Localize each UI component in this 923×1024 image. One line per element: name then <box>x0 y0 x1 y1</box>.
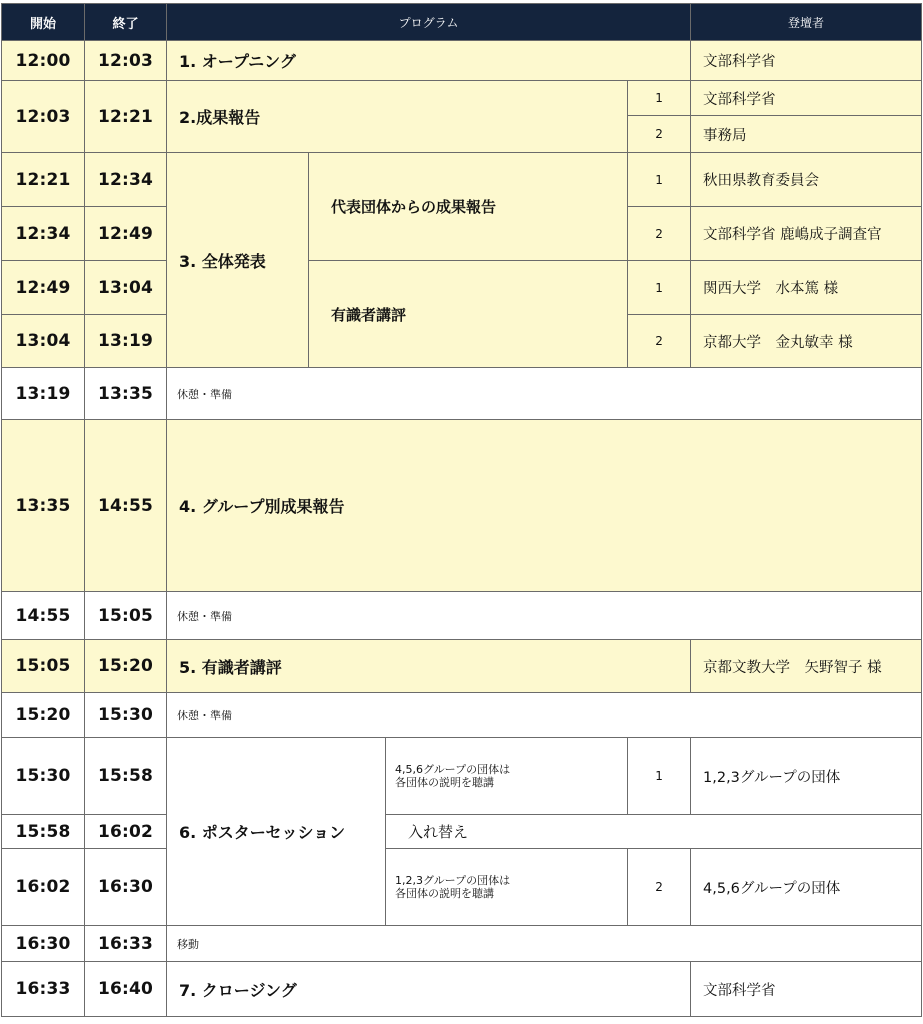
presenter: 京都文教大学 矢野智子 様 <box>691 640 922 693</box>
sub-program: 有識者講評 <box>309 261 628 368</box>
program-title: 休憩・準備 <box>167 592 922 640</box>
schedule-row-plenary <box>2 153 922 207</box>
item-number: 2 <box>628 207 691 261</box>
schedule-row-expert-commentary <box>2 640 922 693</box>
end-time: 12:34 <box>85 153 167 207</box>
presenter: 事務局 <box>691 116 922 153</box>
end-time: 15:58 <box>85 738 167 815</box>
start-time: 13:35 <box>2 420 85 592</box>
program-title: 移動 <box>167 926 922 962</box>
program-title: 4. グループ別成果報告 <box>167 420 922 592</box>
program-title: 1. オープニング <box>167 41 691 81</box>
presenter: 1,2,3グループの団体 <box>691 738 922 815</box>
presenter: 秋田県教育委員会 <box>691 153 922 207</box>
end-time: 16:02 <box>85 815 167 849</box>
audience-note <box>386 849 628 926</box>
note-line: 各団体の説明を聴講 <box>395 776 494 789</box>
start-time: 12:34 <box>2 207 85 261</box>
note-line: 1,2,3グループの団体は <box>395 874 511 887</box>
end-time: 15:30 <box>85 693 167 738</box>
start-time: 15:30 <box>2 738 85 815</box>
start-time: 16:30 <box>2 926 85 962</box>
swap-label: 入れ替え <box>386 815 922 849</box>
end-time: 16:30 <box>85 849 167 926</box>
schedule-row-move <box>2 926 922 962</box>
note-line: 4,5,6グループの団体は <box>395 763 511 776</box>
presenter: 文部科学省 鹿嶋成子調査官 <box>691 207 922 261</box>
start-time: 12:03 <box>2 81 85 153</box>
item-number: 2 <box>628 849 691 926</box>
note-line: 各団体の説明を聴講 <box>395 887 494 900</box>
end-time: 15:05 <box>85 592 167 640</box>
start-time: 15:05 <box>2 640 85 693</box>
presenter: 文部科学省 <box>691 81 922 116</box>
start-time: 16:02 <box>2 849 85 926</box>
schedule-row-break <box>2 693 922 738</box>
audience-note <box>386 738 628 815</box>
item-number: 1 <box>628 738 691 815</box>
schedule-row-results-report <box>2 81 922 116</box>
presenter: 文部科学省 <box>691 41 922 81</box>
sub-program: 代表団体からの成果報告 <box>309 153 628 261</box>
presenter: 京都大学 金丸敏幸 様 <box>691 315 922 368</box>
start-time: 15:20 <box>2 693 85 738</box>
start-time: 13:04 <box>2 315 85 368</box>
end-time: 12:03 <box>85 41 167 81</box>
schedule-subrow <box>2 261 922 315</box>
program-title: 7. クロージング <box>167 962 691 1017</box>
start-time: 16:33 <box>2 962 85 1017</box>
start-time: 15:58 <box>2 815 85 849</box>
program-title: 2.成果報告 <box>167 81 628 153</box>
header-row <box>2 4 922 41</box>
schedule-row-opening <box>2 41 922 81</box>
end-time: 13:19 <box>85 315 167 368</box>
item-number: 1 <box>628 261 691 315</box>
program-title: 3. 全体発表 <box>167 153 309 368</box>
presenter: 4,5,6グループの団体 <box>691 849 922 926</box>
schedule-table <box>1 3 922 1017</box>
program-title: 5. 有識者講評 <box>167 640 691 693</box>
end-time: 16:33 <box>85 926 167 962</box>
schedule-subrow <box>2 849 922 926</box>
schedule-subrow-swap <box>2 815 922 849</box>
start-time: 12:49 <box>2 261 85 315</box>
start-time: 12:21 <box>2 153 85 207</box>
schedule-row-group-reports <box>2 420 922 592</box>
header-presenter: 登壇者 <box>691 4 922 41</box>
header-start: 開始 <box>2 4 85 41</box>
end-time: 13:35 <box>85 368 167 420</box>
presenter: 関西大学 水本篤 様 <box>691 261 922 315</box>
program-title: 6. ポスターセッション <box>167 738 386 926</box>
end-time: 12:49 <box>85 207 167 261</box>
start-time: 14:55 <box>2 592 85 640</box>
presenter: 文部科学省 <box>691 962 922 1017</box>
item-number: 2 <box>628 116 691 153</box>
end-time: 15:20 <box>85 640 167 693</box>
schedule-row-poster-session <box>2 738 922 815</box>
end-time: 12:21 <box>85 81 167 153</box>
item-number: 1 <box>628 81 691 116</box>
end-time: 13:04 <box>85 261 167 315</box>
start-time: 12:00 <box>2 41 85 81</box>
schedule-row-break <box>2 592 922 640</box>
header-program: プログラム <box>167 4 691 41</box>
program-title: 休憩・準備 <box>167 693 922 738</box>
end-time: 16:40 <box>85 962 167 1017</box>
item-number: 2 <box>628 315 691 368</box>
start-time: 13:19 <box>2 368 85 420</box>
end-time: 14:55 <box>85 420 167 592</box>
schedule-row-closing <box>2 962 922 1017</box>
program-title: 休憩・準備 <box>167 368 922 420</box>
header-end: 終了 <box>85 4 167 41</box>
item-number: 1 <box>628 153 691 207</box>
schedule-row-break <box>2 368 922 420</box>
